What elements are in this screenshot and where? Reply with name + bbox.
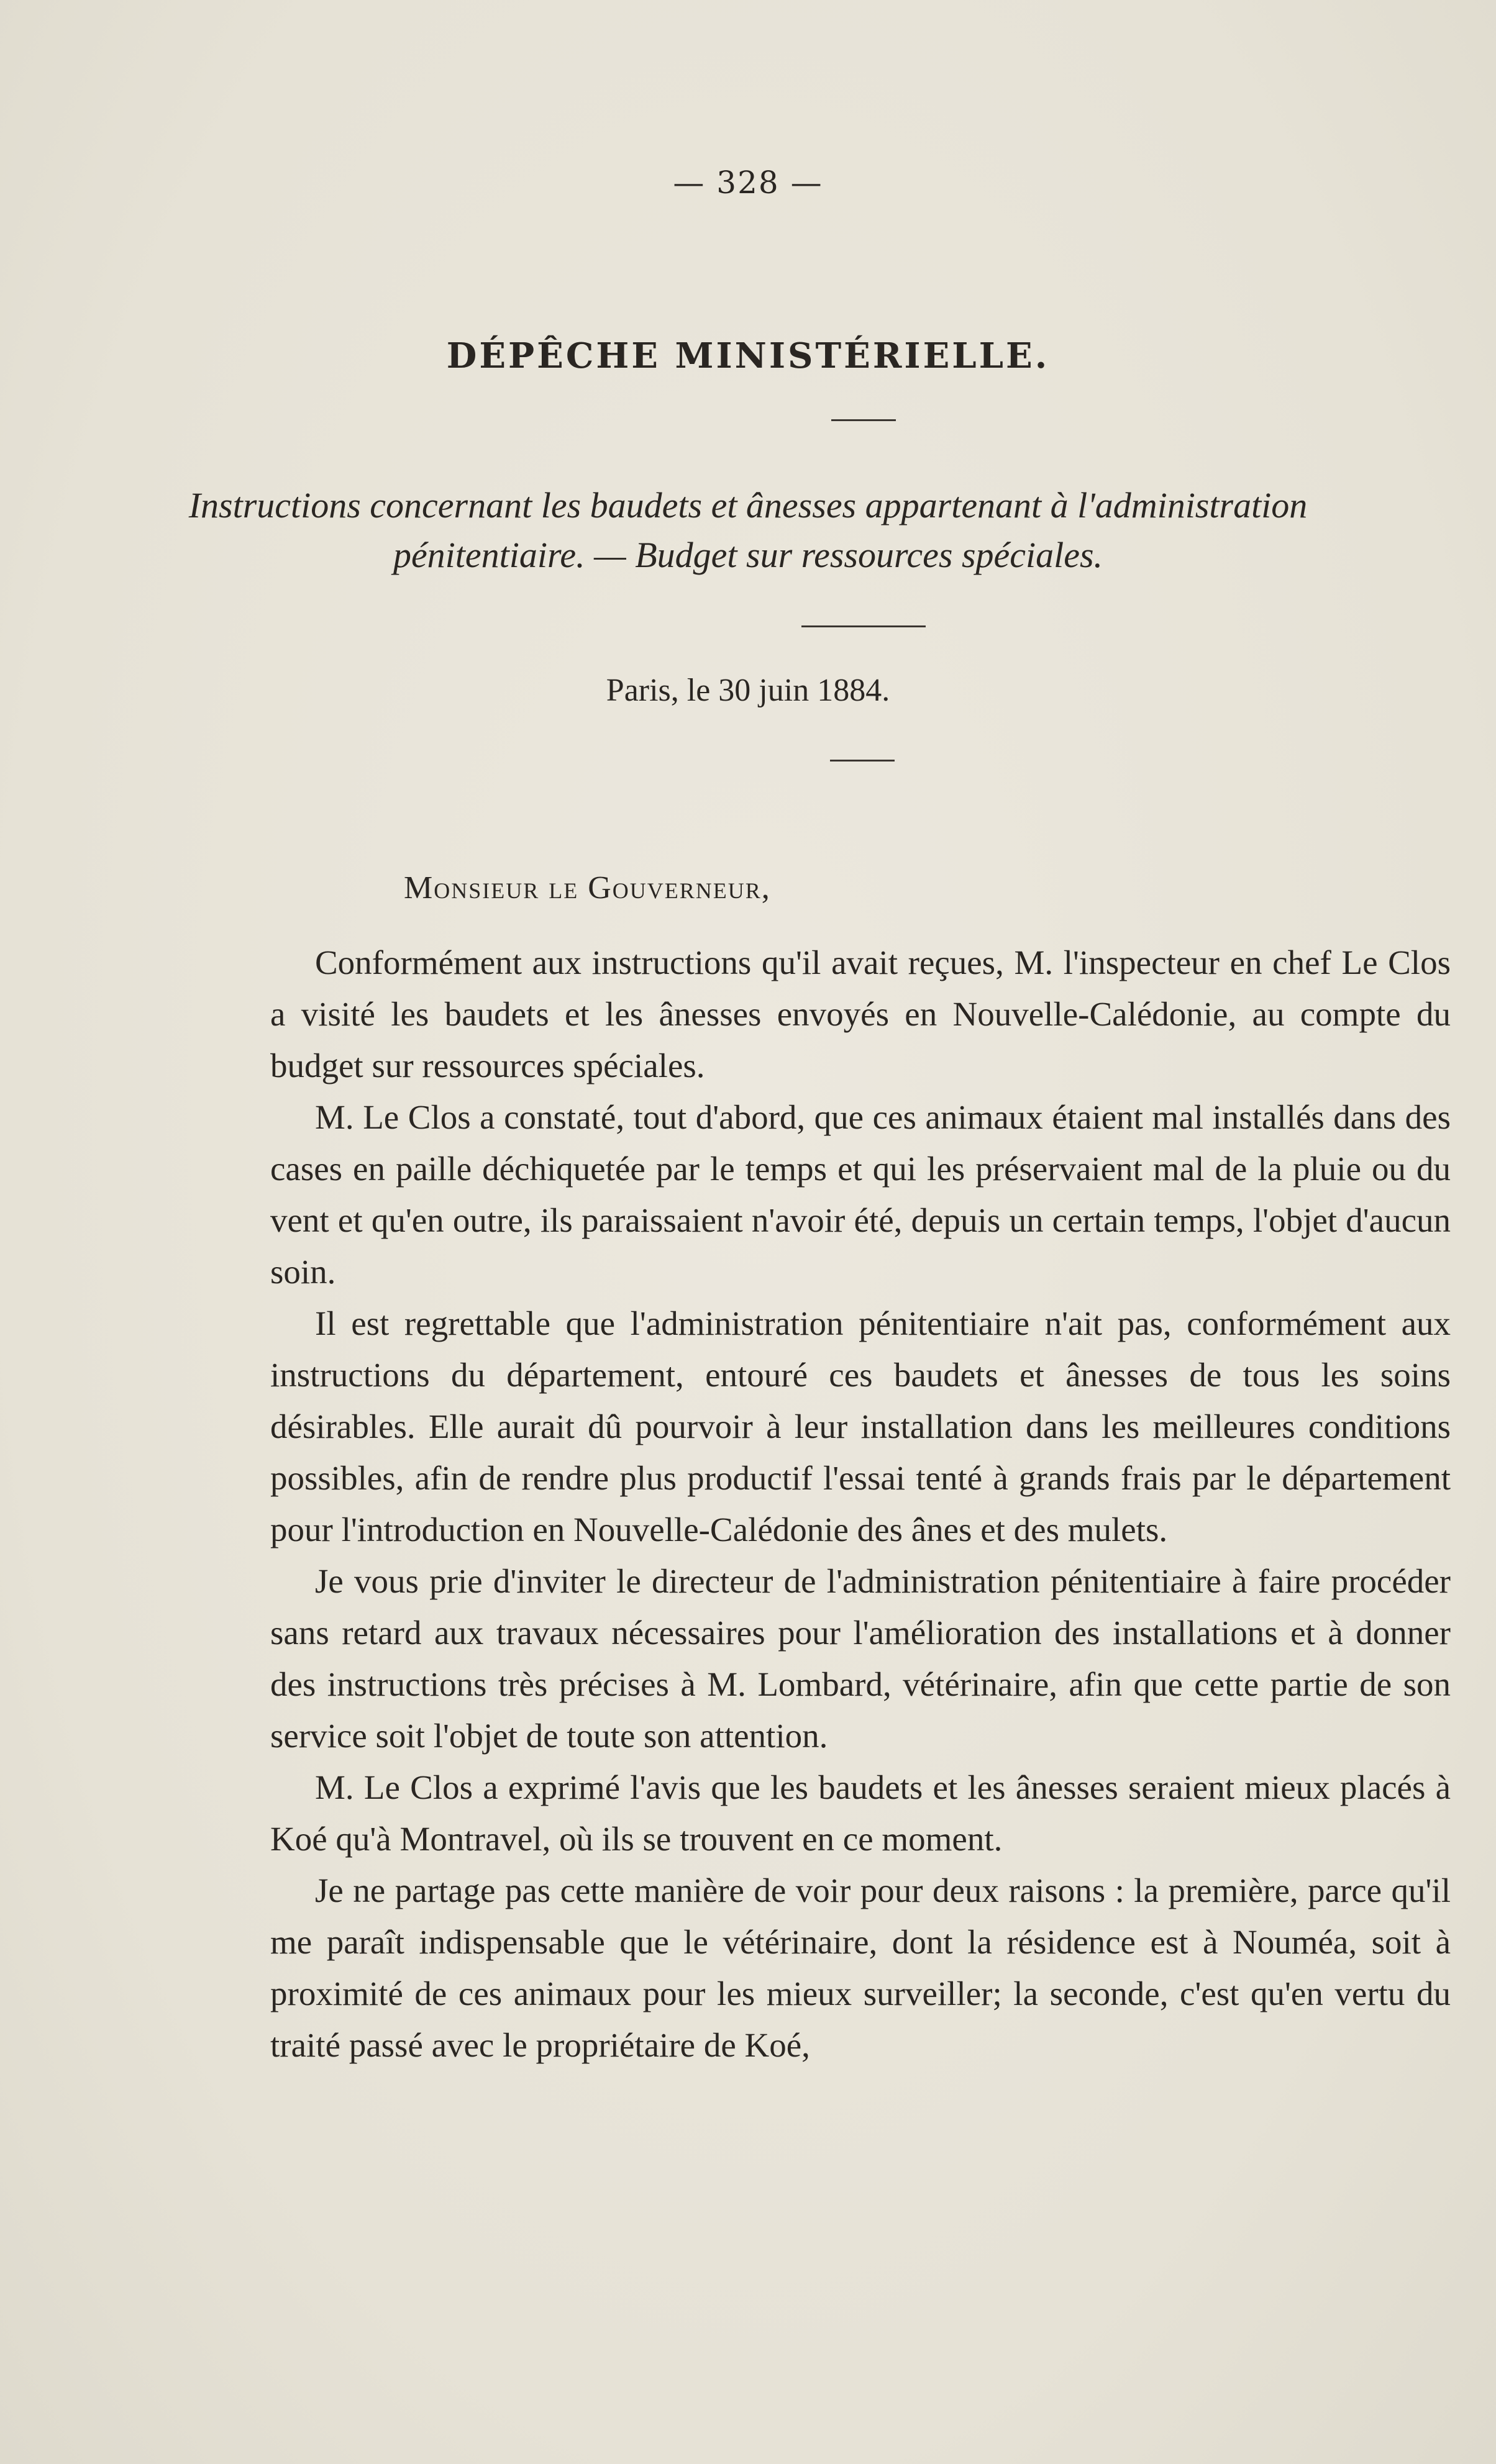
page-number: — 328 — [673,165,823,201]
divider-rule [801,625,926,627]
letter-body [270,937,1451,2071]
subtitle-line-2: pénitentiaire. — Budget sur ressources spéciales. [393,535,1103,575]
dateline: Paris, le 30 juin 1884. [606,673,890,708]
subtitle-line-1: Instructions concernant les baudets et ânesses appartenant à l'administration [188,485,1308,525]
document-heading: DÉPÊCHE MINISTÉRIELLE. [446,335,1050,376]
paragraph: Je ne partage pas cette manière de voir pour deux raisons : la première, parce qu'il me paraît indispensable que le vétérinaire, dont la résidence est à Nouméa, soit à proximité de ces animaux pour les mieux surveiller; la seconde, c'est qu'en vertu du traité passé avec le propriétaire de Koé, [270,1871,1451,2064]
paragraph: Conformément aux instructions qu'il avait reçues, M. l'inspecteur en chef Le Clos a visité les baudets et les ânesses envoyés en Nouvelle-Calédonie, au compte du budget sur ressources spéciales. [270,943,1451,1084]
salutation: Monsieur le Gouverneur, [404,870,771,906]
divider-rule [830,760,895,761]
paragraph: Je vous prie d'inviter le directeur de l'administration pénitentiaire à faire procéder sans retard aux travaux nécessaires pour l'amélioration des installations et à donner des instructions très précises à M. Lombard, vétérinaire, afin que cette partie de son service soit l'objet de toute son attention. [270,1562,1451,1755]
paragraph: M. Le Clos a constaté, tout d'abord, que ces animaux étaient mal installés dans des cases en paille déchiquetée par le temps et qui les préservaient mal de la pluie ou du vent et qu'en outre, ils paraissaient n'avoir été, depuis un certain temps, l'objet d'aucun soin. [270,1098,1451,1291]
divider-rule [831,419,896,421]
paragraph: Il est regrettable que l'administration pénitentiaire n'ait pas, conformément aux instructions du département, entouré ces baudets et ânesses de tous les soins désirables. Elle aurait dû pourvoir à leur installation dans les meilleures conditions possibles, afin de rendre plus productif l'essai tenté à grands frais par le département pour l'introduction en Nouvelle-Calédonie des ânes et des mulets. [270,1304,1451,1548]
paragraph: M. Le Clos a exprimé l'avis que les baudets et les ânesses seraient mieux placés à Koé qu'à Montravel, où ils se trouvent en ce moment. [270,1768,1451,1858]
